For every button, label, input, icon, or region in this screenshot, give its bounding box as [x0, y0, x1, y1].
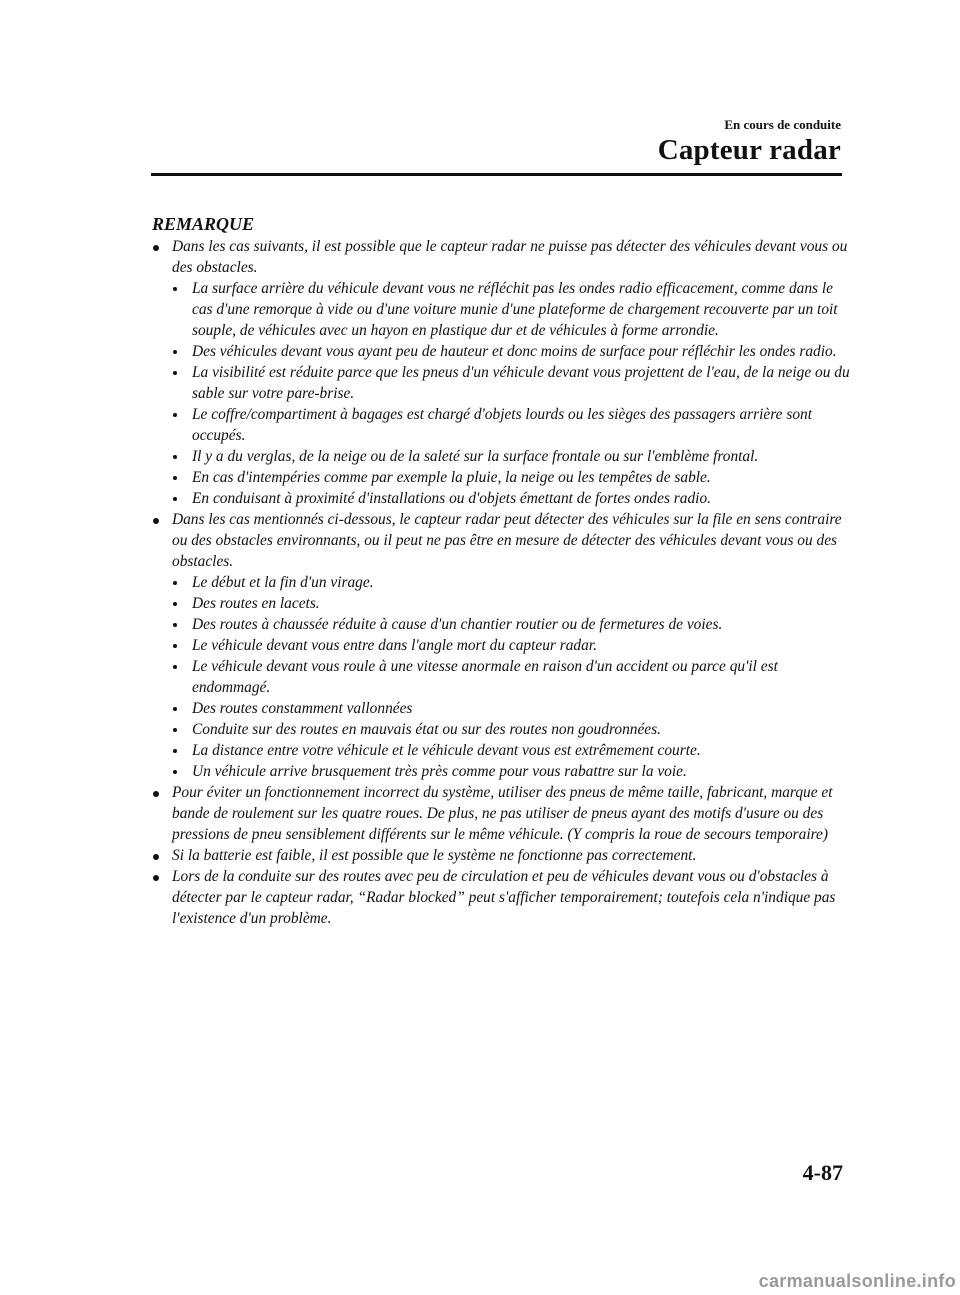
sub-bullet-icon	[173, 476, 177, 480]
header-divider	[151, 173, 842, 176]
sub-bullet-icon	[173, 287, 177, 291]
note-subitem	[152, 593, 852, 614]
sub-bullet-icon	[173, 623, 177, 627]
bullet-icon	[153, 875, 159, 881]
note-subitem-text: Des routes constamment vallonnées	[192, 700, 413, 717]
note-subitem-text: Le début et la fin d'un virage.	[192, 574, 374, 591]
note-subitem-text: Le coffre/compartiment à bagages est chargé d'objets lourds ou les sièges des passagers arrière sont occupés.	[192, 406, 812, 444]
note-subitem	[152, 467, 852, 488]
sub-bullet-icon	[173, 602, 177, 606]
sub-bullet-icon	[173, 665, 177, 669]
note-subitem-text: Des routes en lacets.	[192, 595, 320, 612]
bullet-icon	[153, 518, 159, 524]
note-heading: REMARQUE	[152, 214, 255, 234]
sub-bullet-icon	[173, 749, 177, 753]
sub-bullet-icon	[173, 455, 177, 459]
note-subitem-text: Conduite sur des routes en mauvais état ou sur des routes non goudronnées.	[192, 721, 661, 738]
note-item-text: Si la batterie est faible, il est possible que le système ne fonctionne pas correctement.	[172, 847, 697, 864]
note-item-text: Dans les cas mentionnés ci-dessous, le capteur radar peut détecter des véhicules sur la file en sens contraire ou des obstacles environnants, ou il peut ne pas être en mesure de détecter des véhicules devant vous ou des obstacles.	[172, 511, 842, 570]
note-subitem	[152, 740, 852, 761]
sub-bullet-icon	[173, 728, 177, 732]
sub-bullet-icon	[173, 707, 177, 711]
section-label: En cours de conduite	[724, 117, 841, 132]
watermark: carmanualsonline.info	[758, 1271, 956, 1291]
note-block	[152, 213, 852, 929]
note-subitem	[152, 446, 852, 467]
note-item	[152, 236, 852, 278]
page-number: 4-87	[802, 1160, 843, 1185]
bullet-icon	[153, 245, 159, 251]
note-item	[152, 782, 852, 845]
note-subitem-text: La visibilité est réduite parce que les pneus d'un véhicule devant vous projettent de l'eau, de la neige ou du sable sur votre pare-brise.	[192, 364, 850, 402]
note-subitem	[152, 698, 852, 719]
note-subitem	[152, 635, 852, 656]
note-subitem-text: En cas d'intempéries comme par exemple la pluie, la neige ou les tempêtes de sable.	[192, 469, 711, 486]
note-item	[152, 509, 852, 572]
page-title: Capteur radar	[657, 134, 841, 166]
note-subitem-text: Le véhicule devant vous entre dans l'angle mort du capteur radar.	[192, 637, 597, 654]
note-subitem-text: Un véhicule arrive brusquement très près comme pour vous rabattre sur la voie.	[192, 763, 687, 780]
note-subitem	[152, 404, 852, 446]
note-list	[152, 236, 852, 929]
note-subitem	[152, 362, 852, 404]
bullet-icon	[153, 791, 159, 797]
note-subitem	[152, 341, 852, 362]
sub-bullet-icon	[173, 581, 177, 585]
sub-bullet-icon	[173, 350, 177, 354]
note-item	[152, 845, 852, 866]
note-subitem	[152, 572, 852, 593]
bullet-icon	[153, 854, 159, 860]
note-subitem-text: En conduisant à proximité d'installations ou d'objets émettant de fortes ondes radio.	[192, 490, 711, 507]
note-subitem-text: Des véhicules devant vous ayant peu de hauteur et donc moins de surface pour réfléchir les ondes radio.	[192, 343, 837, 360]
note-subitem	[152, 488, 852, 509]
note-item-text: Dans les cas suivants, il est possible que le capteur radar ne puisse pas détecter des véhicules devant vous ou des obstacles.	[172, 238, 848, 276]
note-subitem	[152, 761, 852, 782]
note-subitem	[152, 614, 852, 635]
sub-bullet-icon	[173, 371, 177, 375]
note-subitem	[152, 719, 852, 740]
note-subitem-text: Le véhicule devant vous roule à une vitesse anormale en raison d'un accident ou parce qu'il est endommagé.	[192, 658, 778, 696]
note-subitem	[152, 278, 852, 341]
note-item-text: Lors de la conduite sur des routes avec peu de circulation et peu de véhicules devant vous ou d'obstacles à détecter par le capteur radar, “Radar blocked” peut s'afficher temporairement; toutefois cela n'indique pas l'existence d'un problème.	[172, 868, 836, 927]
note-item	[152, 866, 852, 929]
note-subitem-text: Des routes à chaussée réduite à cause d'un chantier routier ou de fermetures de voies.	[192, 616, 723, 633]
sub-bullet-icon	[173, 770, 177, 774]
sub-bullet-icon	[173, 497, 177, 501]
note-subitem	[152, 656, 852, 698]
sub-bullet-icon	[173, 413, 177, 417]
note-item-text: Pour éviter un fonctionnement incorrect du système, utiliser des pneus de même taille, fabricant, marque et bande de roulement sur les quatre roues. De plus, ne pas utiliser de pneus ayant des motifs d'usure ou des pressions de pneu sensiblement différents sur le même véhicule. (Y compris la roue de secours temporaire)	[172, 784, 833, 843]
note-subitem-text: La distance entre votre véhicule et le véhicule devant vous est extrêmement courte.	[192, 742, 701, 759]
note-subitem-text: La surface arrière du véhicule devant vous ne réfléchit pas les ondes radio efficacement, comme dans le cas d'une remorque à vide ou d'une voiture munie d'une plateforme de chargement recouverte par un toit souple, de véhicules avec un hayon en plastique dur et de véhicules à forme arrondie.	[192, 280, 838, 339]
note-subitem-text: Il y a du verglas, de la neige ou de la saleté sur la surface frontale ou sur l'emblème frontal.	[192, 448, 759, 465]
sub-bullet-icon	[173, 644, 177, 648]
